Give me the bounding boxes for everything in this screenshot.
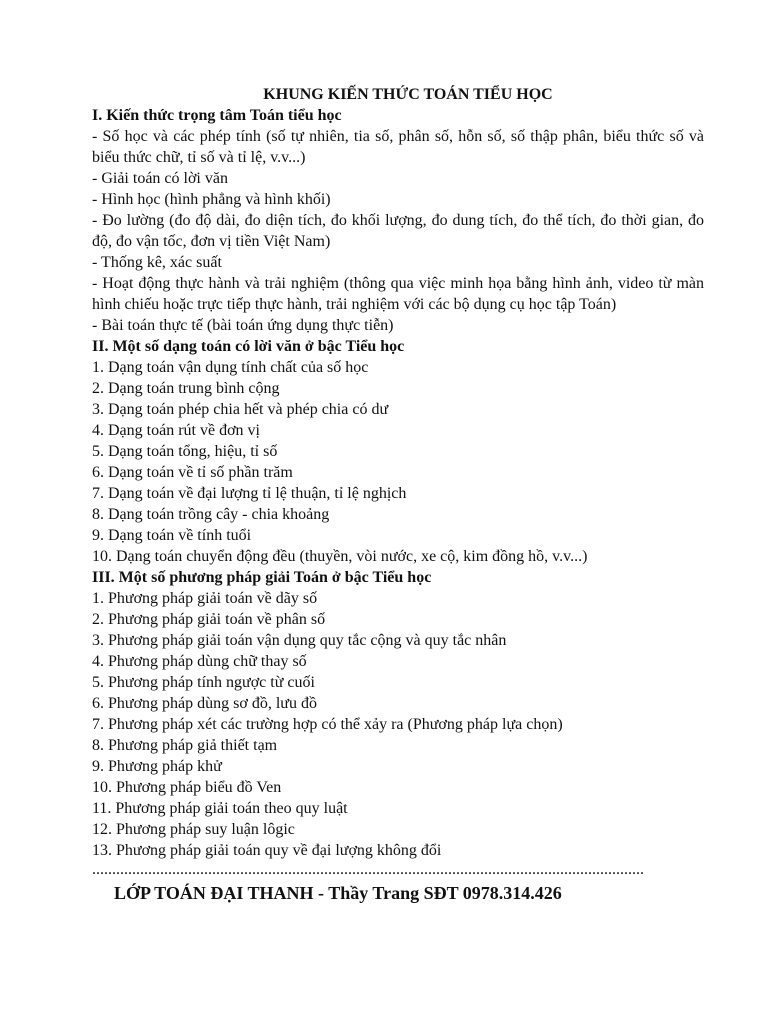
list-item: 4. Phương pháp dùng chữ thay số [92, 653, 307, 670]
list-item: 8. Dạng toán trồng cây - chia khoảng [92, 506, 330, 523]
list-item: 3. Dạng toán phép chia hết và phép chia có dư [92, 401, 389, 418]
list-item: 9. Phương pháp khử [92, 758, 222, 775]
document-title: KHUNG KIẾN THỨC TOÁN TIỂU HỌC [263, 86, 553, 103]
list-item: 3. Phương pháp giải toán vận dụng quy tắc cộng và quy tắc nhân [92, 632, 507, 649]
list-item: 5. Phương pháp tính ngược từ cuối [92, 674, 315, 691]
list-item: 1. Dạng toán vận dụng tính chất của số học [92, 359, 369, 376]
list-item: 10. Phương pháp biểu đồ Ven [92, 779, 282, 796]
word-problem-types-list [92, 357, 704, 567]
core-knowledge-list [92, 126, 704, 336]
dotted-divider: .......................................................................................................................................... [92, 863, 644, 877]
list-item: 8. Phương pháp giả thiết tạm [92, 737, 278, 754]
section-heading-methods: III. Một số phương pháp giải Toán ở bậc Tiểu học [92, 569, 432, 586]
list-item: 5. Dạng toán tổng, hiệu, tỉ số [92, 443, 278, 460]
list-item: 10. Dạng toán chuyển động đều (thuyền, vòi nước, xe cộ, kim đồng hồ, v.v...) [92, 548, 588, 565]
list-item: 7. Phương pháp xét các trường hợp có thể xảy ra (Phương pháp lựa chọn) [92, 716, 563, 733]
list-item: 4. Dạng toán rút về đơn vị [92, 422, 260, 439]
footer-contact: LỚP TOÁN ĐẠI THANH - Thầy Trang SĐT 0978.314.426 [114, 883, 562, 903]
list-item: - Giải toán có lời văn [92, 170, 228, 187]
document-page [92, 84, 704, 923]
list-item: - Đo lường (đo độ dài, đo diện tích, đo khối lượng, đo dung tích, đo thể tích, đo thời gian, đo độ, đo vận tốc, đơn vị tiền Việt Nam) [92, 212, 704, 250]
list-item: 6. Phương pháp dùng sơ đồ, lưu đồ [92, 695, 317, 712]
section-heading-word-problems: II. Một số dạng toán có lời văn ở bậc Tiểu học [92, 338, 405, 355]
list-item: 6. Dạng toán về tỉ số phần trăm [92, 464, 293, 481]
section-heading-core-knowledge: I. Kiến thức trọng tâm Toán tiểu học [92, 107, 342, 124]
list-item: - Hình học (hình phẳng và hình khối) [92, 191, 331, 208]
list-item: - Số học và các phép tính (số tự nhiên, tia số, phân số, hỗn số, số thập phân, biểu thức số và biểu thức chữ, tỉ số và tỉ lệ, v.v...) [92, 128, 704, 166]
list-item: - Bài toán thực tế (bài toán ứng dụng thực tiễn) [92, 317, 394, 334]
list-item: 9. Dạng toán về tính tuổi [92, 527, 252, 544]
list-item: 12. Phương pháp suy luận lôgic [92, 821, 295, 838]
methods-list [92, 588, 704, 861]
list-item: 13. Phương pháp giải toán quy về đại lượng không đổi [92, 842, 442, 859]
list-item: 2. Dạng toán trung bình cộng [92, 380, 280, 397]
list-item: - Hoạt động thực hành và trải nghiệm (thông qua việc minh họa bằng hình ảnh, video từ màn hình chiếu hoặc trực tiếp thực hành, trải nghiệm với các bộ dụng cụ học tập Toán) [92, 275, 704, 313]
list-item: - Thống kê, xác suất [92, 254, 222, 271]
list-item: 11. Phương pháp giải toán theo quy luật [92, 800, 348, 817]
list-item: 1. Phương pháp giải toán về dãy số [92, 590, 318, 607]
list-item: 7. Dạng toán về đại lượng tỉ lệ thuận, tỉ lệ nghịch [92, 485, 407, 502]
list-item: 2. Phương pháp giải toán về phân số [92, 611, 326, 628]
